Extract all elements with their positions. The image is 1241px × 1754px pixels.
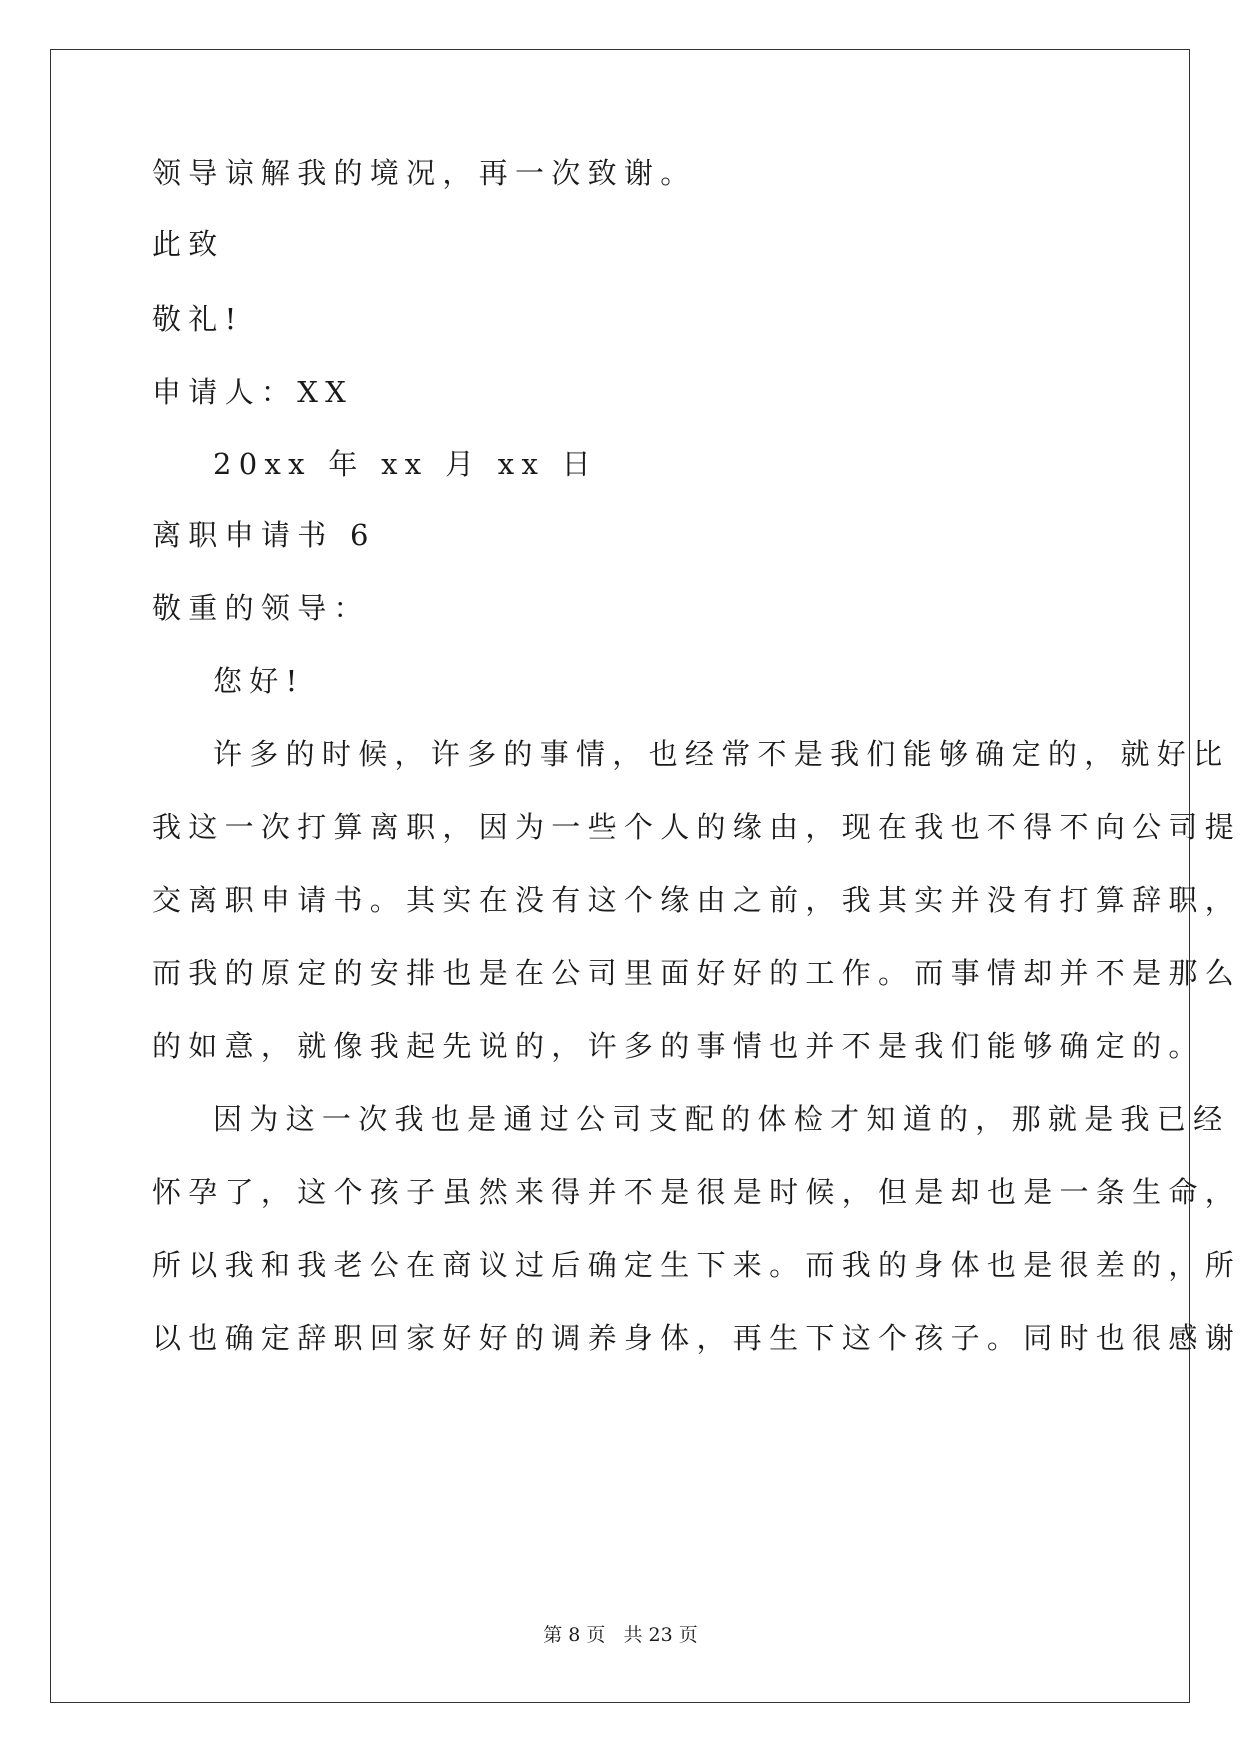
signature-date: 20xx 年 xx 月 xx 日 [213, 447, 598, 481]
paragraph-1-line-3: 交离职申请书。其实在没有这个缘由之前，我其实并没有打算辞职， [152, 883, 1241, 917]
page-number: 第 8 页 [543, 1624, 606, 1646]
greeting: 您好! [213, 664, 305, 698]
page-border [50, 49, 1190, 1703]
paragraph-1-line-4: 而我的原定的安排也是在公司里面好好的工作。而事情却并不是那么 [152, 956, 1241, 990]
page-total: 共 23 页 [623, 1624, 698, 1646]
closing-salutation: 此致 [152, 227, 225, 261]
paragraph-1-line-1: 许多的时候，许多的事情，也经常不是我们能够确定的，就好比 [213, 737, 1230, 771]
paragraph-1-line-5: 的如意，就像我起先说的，许多的事情也并不是我们能够确定的。 [152, 1029, 1205, 1063]
page-footer [0, 1620, 1241, 1647]
text-line-1: 领导谅解我的境况，再一次致谢。 [152, 156, 697, 190]
section-title: 离职申请书 6 [152, 518, 376, 552]
paragraph-2-line-3: 所以我和我老公在商议过后确定生下来。而我的身体也是很差的，所 [152, 1248, 1241, 1282]
closing-regards: 敬礼! [152, 302, 244, 336]
paragraph-2-line-1: 因为这一次我也是通过公司支配的体检才知道的，那就是我已经 [213, 1102, 1230, 1136]
paragraph-2-line-4: 以也确定辞职回家好好的调养身体，再生下这个孩子。同时也很感谢 [152, 1321, 1241, 1355]
paragraph-2-line-2: 怀孕了，这个孩子虽然来得并不是很是时候，但是却也是一条生命， [152, 1175, 1241, 1209]
letter-salutation: 敬重的领导： [152, 591, 370, 625]
paragraph-1-line-2: 我这一次打算离职，因为一些个人的缘由，现在我也不得不向公司提 [152, 810, 1241, 844]
applicant-signature: 申请人：XX [152, 375, 354, 409]
